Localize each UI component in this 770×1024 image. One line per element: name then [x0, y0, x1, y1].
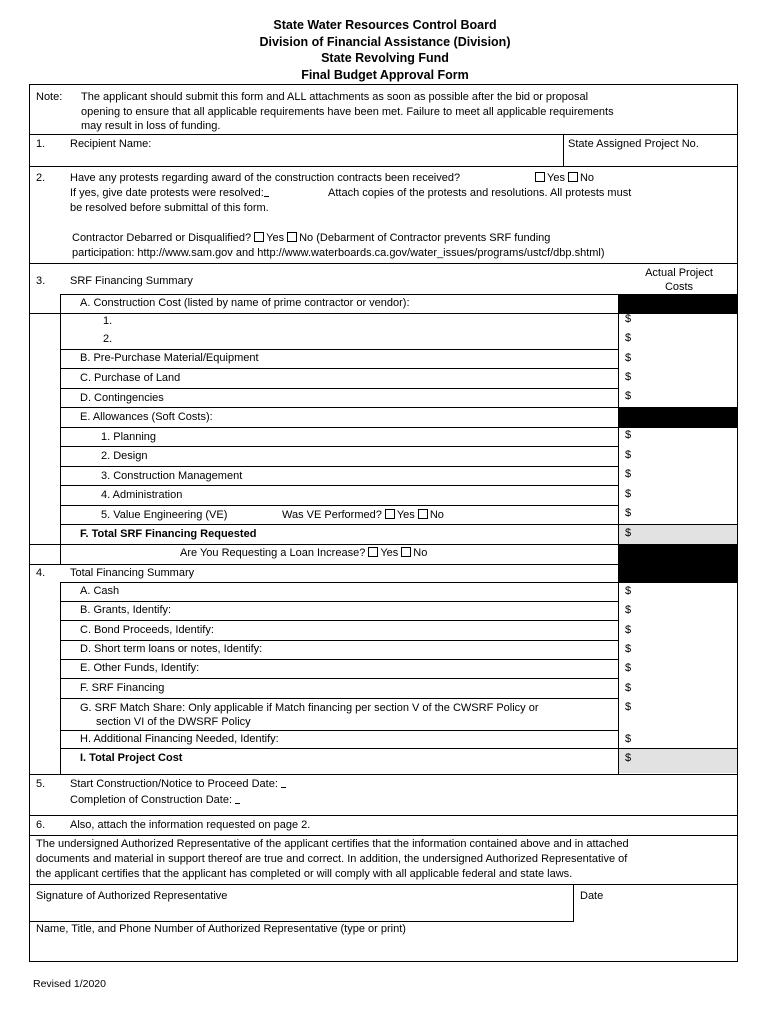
- shaded-cell: [618, 544, 738, 583]
- design-label: 2. Design: [101, 450, 148, 462]
- dollar-sign: $: [625, 662, 632, 674]
- note-text: The applicant should submit this form and ALL attachments as soon as possible after the bid or proposal: [81, 91, 589, 103]
- section-number: 1.: [36, 138, 46, 150]
- divider: [29, 263, 738, 264]
- total-cell-shaded: [619, 749, 737, 773]
- yes-label: Yes: [547, 172, 565, 184]
- section-number: 3.: [36, 275, 46, 287]
- pre-purchase-label: B. Pre-Purchase Material/Equipment: [80, 352, 259, 364]
- dollar-sign: $: [625, 371, 632, 383]
- contractor-line-2: 2.: [103, 333, 113, 345]
- debarred-yes-checkbox[interactable]: [254, 232, 264, 242]
- start-construction-label: Start Construction/Notice to Proceed Date:: [70, 778, 286, 791]
- section-number: 4.: [36, 567, 46, 579]
- total-cell-shaded: [619, 525, 737, 544]
- row-rule: [29, 921, 574, 922]
- note-text: opening to ensure that all applicable requirements have been met. Failure to meet all applicable requirements: [81, 106, 614, 118]
- section-number: 6.: [36, 819, 46, 831]
- other-funds-label: E. Other Funds, Identify:: [80, 662, 200, 674]
- loan-increase-yes-checkbox[interactable]: [368, 547, 378, 557]
- dollar-sign: $: [625, 701, 632, 713]
- protests-date-label: If yes, give date protests were resolved:: [70, 187, 269, 200]
- srf-financing-label: F. SRF Financing: [80, 682, 165, 694]
- srf-match-share-label: section VI of the DWSRF Policy: [96, 716, 251, 728]
- value-engineering-label: 5. Value Engineering (VE): [101, 509, 228, 521]
- row-rule: [60, 640, 618, 641]
- administration-label: 4. Administration: [101, 489, 183, 501]
- column-rule: [563, 134, 564, 166]
- divider: [29, 166, 738, 167]
- row-rule: [60, 698, 618, 699]
- protests-yes-checkbox[interactable]: [535, 172, 545, 182]
- row-rule: [60, 601, 618, 602]
- construction-cost-label: A. Construction Cost (listed by name of prime contractor or vendor):: [80, 297, 410, 309]
- attach-instructions: Also, attach the information requested on page 2.: [70, 819, 311, 831]
- dollar-sign: $: [625, 449, 632, 461]
- row-rule: [60, 368, 618, 369]
- allowances-label: E. Allowances (Soft Costs):: [80, 411, 213, 423]
- certification-text: the applicant certifies that the applicant has completed or will comply with all applicable federal and state laws.: [36, 868, 573, 880]
- note-label: Note:: [36, 91, 63, 103]
- shaded-cell: [618, 294, 738, 313]
- row-rule: [60, 659, 618, 660]
- column-rule: [573, 884, 574, 921]
- cash-label: A. Cash: [80, 585, 120, 597]
- contractor-line-1: 1.: [103, 315, 113, 327]
- row-rule: [60, 388, 618, 389]
- certification-text: The undersigned Authorized Representative of the applicant certifies that the information contained above and in attached: [36, 838, 629, 850]
- revision-date: Revised 1/2020: [33, 978, 106, 990]
- section-number: 5.: [36, 778, 46, 790]
- srf-match-share-label: G. SRF Match Share: Only applicable if Match financing per section V of the CWSRF Policy or: [80, 702, 539, 714]
- dollar-sign: $: [625, 682, 632, 694]
- date-label: Date: [580, 890, 604, 902]
- column-rule: [60, 294, 61, 564]
- cost-column-header: Costs: [664, 281, 694, 293]
- no-label: No: [579, 172, 595, 184]
- protests-question: Have any protests regarding award of the construction contracts been received?: [70, 172, 461, 184]
- certification-text: documents and material in support thereof are true and correct. In addition, the undersigned Authorized Representative of: [36, 853, 628, 865]
- loan-increase-question: Are You Requesting a Loan Increase? Yes No: [180, 547, 428, 559]
- divider: [29, 835, 738, 836]
- ve-question: Was VE Performed? Yes No: [282, 509, 444, 521]
- row-rule: [60, 349, 618, 350]
- row-rule: [29, 313, 738, 314]
- dollar-sign: $: [625, 585, 632, 597]
- row-rule: [60, 730, 618, 731]
- srf-summary-title: SRF Financing Summary: [70, 275, 193, 287]
- debarred-no-checkbox[interactable]: [287, 232, 297, 242]
- section-number: 2.: [36, 172, 46, 184]
- protests-instructions: be resolved before submittal of this form.: [70, 202, 269, 214]
- planning-label: 1. Planning: [101, 431, 157, 443]
- row-rule: [60, 678, 618, 679]
- additional-financing-label: H. Additional Financing Needed, Identify:: [80, 733, 279, 745]
- dollar-sign: $: [625, 643, 632, 655]
- dollar-sign: $: [625, 527, 632, 539]
- row-rule: [60, 505, 618, 506]
- short-term-loans-label: D. Short term loans or notes, Identify:: [80, 643, 263, 655]
- dollar-sign: $: [625, 507, 632, 519]
- dollar-sign: $: [625, 752, 632, 764]
- dollar-sign: $: [625, 352, 632, 364]
- dollar-sign: $: [625, 604, 632, 616]
- row-rule: [60, 582, 618, 583]
- dollar-sign: $: [625, 332, 632, 344]
- row-rule: [60, 427, 738, 428]
- row-rule: [60, 466, 618, 467]
- ve-yes-checkbox[interactable]: [385, 509, 395, 519]
- recipient-name-label: Recipient Name:: [70, 138, 152, 150]
- total-financing-title: Total Financing Summary: [70, 567, 195, 579]
- form-title-program: State Revolving Fund: [321, 51, 449, 65]
- loan-increase-no-checkbox[interactable]: [401, 547, 411, 557]
- cost-column-header: Actual Project: [645, 267, 713, 279]
- dollar-sign: $: [625, 313, 632, 325]
- protests-instructions: Attach copies of the protests and resolutions. All protests must: [328, 187, 632, 199]
- row-rule: [60, 446, 618, 447]
- form-title: Final Budget Approval Form: [301, 68, 469, 82]
- debarred-question: Contractor Debarred or Disqualified? Yes No (Debarment of Contractor prevents SRF funding: [72, 232, 551, 244]
- grants-label: B. Grants, Identify:: [80, 604, 172, 616]
- land-label: C. Purchase of Land: [80, 372, 181, 384]
- completion-date-label: Completion of Construction Date:: [70, 794, 240, 807]
- divider: [29, 134, 738, 135]
- form-title-agency: State Water Resources Control Board: [273, 18, 497, 32]
- ve-no-checkbox[interactable]: [418, 509, 428, 519]
- total-srf-financing-label: F. Total SRF Financing Requested: [80, 528, 257, 540]
- protests-options: [532, 172, 594, 185]
- dollar-sign: $: [625, 624, 632, 636]
- dollar-sign: $: [625, 733, 632, 745]
- row-rule: [60, 620, 618, 621]
- note-text: may result in loss of funding.: [81, 120, 221, 132]
- dollar-sign: $: [625, 429, 632, 441]
- name-title-phone-label: Name, Title, and Phone Number of Authorized Representative (type or print): [36, 923, 406, 935]
- form-title-division: Division of Financial Assistance (Division): [259, 35, 511, 49]
- signature-label: Signature of Authorized Representative: [36, 890, 228, 902]
- row-rule: [60, 485, 618, 486]
- total-project-cost-label: I. Total Project Cost: [80, 752, 183, 764]
- column-rule: [60, 582, 61, 774]
- bond-proceeds-label: C. Bond Proceeds, Identify:: [80, 624, 214, 636]
- divider: [29, 815, 738, 816]
- shaded-cell: [618, 407, 738, 427]
- dollar-sign: $: [625, 468, 632, 480]
- divider: [29, 884, 738, 885]
- divider: [29, 774, 738, 775]
- debarment-links: participation: http://www.sam.gov and http://www.waterboards.ca.gov/water_issues/programs/ustcf/dbp.shtml): [72, 247, 605, 259]
- dollar-sign: $: [625, 390, 632, 402]
- project-number-label: State Assigned Project No.: [568, 138, 699, 150]
- protests-no-checkbox[interactable]: [568, 172, 578, 182]
- dollar-sign: $: [625, 488, 632, 500]
- contingencies-label: D. Contingencies: [80, 392, 164, 404]
- construction-management-label: 3. Construction Management: [101, 470, 243, 482]
